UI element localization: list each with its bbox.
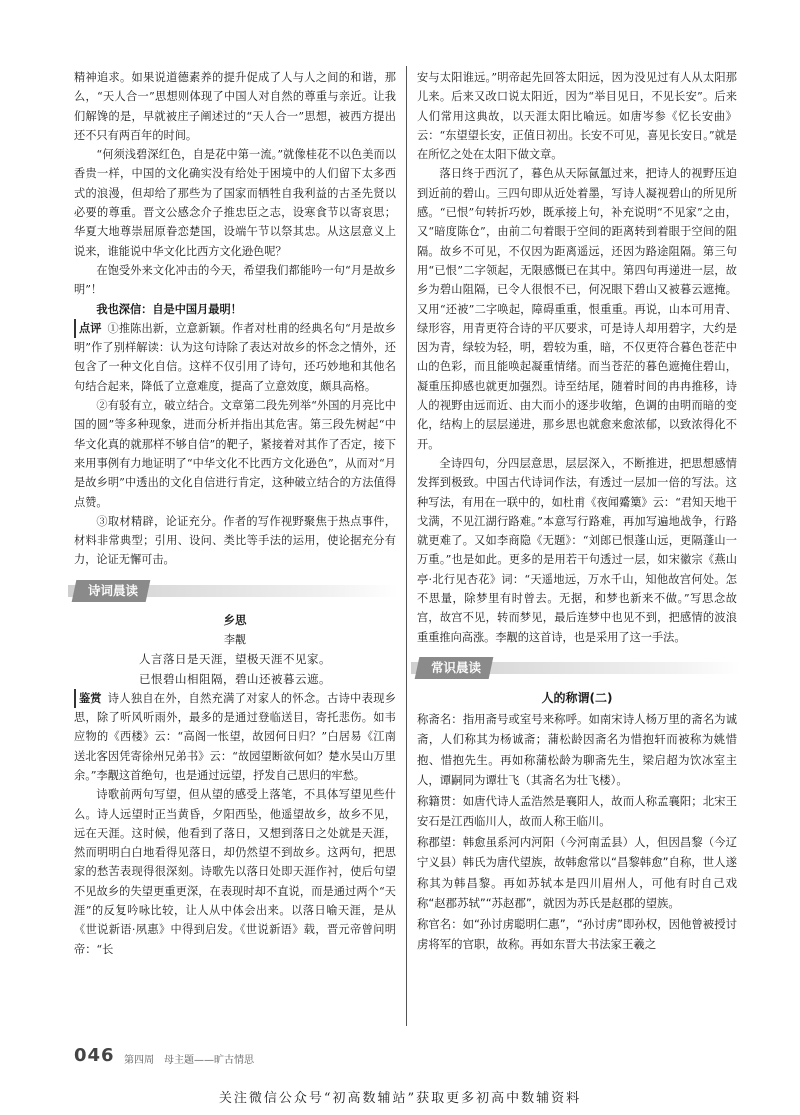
poem-line: 人言落日是天涯，望极天涯不见家。 bbox=[139, 651, 331, 666]
body-paragraph: 全诗四句，分四层意思，层层深入，不断推进，把思想感情发挥到极致。中国古代诗词作法，有透过一层加一倍的写法。这种写法，有用在一联中的，如杜甫《夜闻觱篥》云：“君知天地干戈满，不见江湖行路难。”本意写行路难，再加写遍地战争，行路就更难了。又如李商隐《无题》：“刘郎已恨蓬山远，更隔蓬山一万重。”也是如此。更多的是用若干句透过一层，如宋徽宗《燕山亭·北行见杏花》词：“天遥地远，万水千山，知他故宫何处。怎不思量，除梦里有时曾去。无据，和梦也新来不做。”写思念故宫，故宫不见，转而梦见，最后连梦中也见不到，把感情的波浪重重推向高涨。李觏的这首诗，也是采用了这一手法。 bbox=[417, 456, 737, 644]
intro-paragraph: 精神追求。如果说道德素养的提升促成了人与人之间的和谐，那么，“天人合一”思想则体现了中国人对自然的尊重与亲近。让我们解馋的是，早就被庄子阐述过的“天人合一”思想，被西方提出还不只有两百年的时间。 bbox=[74, 71, 396, 142]
right-column bbox=[417, 68, 737, 955]
article-title: 人的称谓(二) bbox=[541, 690, 613, 705]
knowledge-paragraph: 称官名：如“孙讨虏聪明仁惠”，“孙讨虏”即孙权，因他曾被授讨虏将军的官职，故称。再如东晋大书法家王羲之 bbox=[417, 916, 737, 952]
poem-author: 李觏 bbox=[224, 632, 246, 646]
appreciation-paragraph: 诗人独自在外，自然充满了对家人的怀念。古诗中表现乡思，除了听风听雨外，最多的是通过登临送目，寄托悲伤。如韦应物的《西楼》云：“高阁一怅望，故园何日归？”白居易《江南送北客因凭寄徐州兄弟书》云：“故园望断欲何如？楚水吴山万里余。”李觏这首绝句，也是通过远望，抒发自己思归的牢愁。 bbox=[74, 691, 396, 782]
knowledge-paragraph: 称籍贯：如唐代诗人孟浩然是襄阳人，故而人称孟襄阳；北宋王安石是江西临川人，故而人称王临川。 bbox=[417, 793, 737, 829]
body-paragraph: 安与太阳谁远。”明帝起先回答太阳远，因为没见过有人从太阳那儿来。后来又改口说太阳近，因为“举目见日，不见长安”。后来人们常用这典故，以天涯太阳比喻远。如唐岑参《忆长安曲》云：“东望望长安，正值日初出。长安不可见，喜见长安日。”就是在所忆之处在太阳下做文章。 bbox=[417, 71, 737, 162]
banner-label bbox=[415, 657, 494, 679]
banner-label bbox=[72, 580, 151, 602]
knowledge-paragraph: 称斋名：指用斋号或室号来称呼。如南宋诗人杨万里的斋名为诚斋，人们称其为杨诚斋；蒲松龄因斋名为惜抱轩而被称为姚惜抱、惜抱先生。再如称蒲松龄为聊斋先生，梁启超为饮冰室主人，谭嗣同为谭壮飞（其斋名为壮飞楼）。 bbox=[417, 711, 737, 788]
left-column bbox=[74, 68, 396, 959]
banner-label-text: 诗词晨读 bbox=[88, 582, 139, 598]
footer-caption: 第四周 母主题——旷古情思 bbox=[124, 1055, 254, 1066]
appreciation-block bbox=[74, 689, 396, 785]
poem-title: 乡思 bbox=[223, 612, 247, 627]
appreciation-paragraph: 诗歌前两句写望，但从望的感受上落笔，不具体写望见些什么。诗人远望时正当黄昏，夕阳西坠，他遥望故乡，故乡不见，远在天涯。这时候，他看到了落日，又想到落日之处就是天涯，然而明明白白地看得见落日，却仍然望不到故乡。这两句，把思家的愁苦表现得很深刻。诗歌先以落日处即天涯作衬，使后句望不见故乡的失望更重更深，在表现时却不直说，而是通过两个“天涯”的反复吟咏比较，让人从中体会出来。以落日喻天涯，是从《世说新语·夙惠》中得到启发。《世说新语》载，晋元帝曾问明帝：“长 bbox=[74, 788, 396, 956]
knowledge-body bbox=[417, 709, 737, 955]
comment-point: ②有驳有立，破立结合。文章第二段先列举“外国的月亮比中国的圆”等多种现象，进而分析并指出其危害。第三段先树起“中华文化真的就那样不够自信”的靶子，紧接着对其作了否定，接下来用事例有力地证明了“中华文化不比西方文化逊色”，从而对“月是故乡明”中透出的文化自信进行肯定，这种破立结合的方法值得点赞。 bbox=[74, 399, 396, 509]
column-divider bbox=[406, 66, 407, 1026]
bottom-note: 关注微信公众号“初高数辅站”获取更多初高中数辅资料 bbox=[218, 1091, 582, 1106]
comment-tag: 点评 bbox=[74, 319, 103, 338]
comment-block bbox=[74, 319, 396, 396]
section-banner-knowledge bbox=[411, 657, 737, 679]
body-paragraph: 落日终于西沉了，暮色从天际氤氲过来，把诗人的视野压迫到近前的碧山。三四句即从近处着墨，写诗人凝视碧山的所见所感。“已恨”句转折巧妙，既承接上句，补充说明“不见家”之由，又“暗度陈仓”，由前二句着眼于空间的距离转到着眼于空间的阻隔。故乡不可见，不仅因为距离遥远，还因为路途阻隔。第三句用“已恨”二字领起，无限感慨已在其中。第四句再递进一层，故乡为碧山阻隔，已令人很恨不已，何况眼下碧山又被暮云遮掩。又用“还被”二字唤起，障碍重重，恨重重。再说，山本可用青、绿形容，用青更符合诗的平仄要求，可是诗人却用碧字，大约是因为青，绿较为轻，明，碧较为重，暗，不仅更符合暮色苍茫中山的色彩，而且能唤起凝重情绪。而当苍茫的暮色遮掩住碧山，凝重压抑感也就更加强烈。诗至结尾，随着时间的冉冉推移，诗人的视野由远而近、由大而小的逐步收缩，色调的由明而暗的变化，结构上的层层递进，那乡思也就愈来愈浓郁，以致浓得化不开。 bbox=[417, 167, 737, 451]
comment-point: ①推陈出新，立意新颖。作者对杜甫的经典名句“月是故乡明”作了别样解读：认为这句诗除了表达对故乡的怀念之情外，还包含了一种文化自信。这样不仅引用了诗句，还巧妙地和其他名句结合起来，降低了立意难度，提高了立意效度，颇具高格。 bbox=[74, 321, 396, 393]
closing-line: 我也深信：自是中国月最明！ bbox=[96, 301, 242, 316]
comment-point: ③取材精辟，论证充分。作者的写作视野聚焦于热点事件，材料非常典型；引用、设问、类比等手法的运用，使论据充分有力，论证无懈可击。 bbox=[74, 514, 396, 567]
section-banner-poetry bbox=[68, 580, 396, 602]
banner-label-text: 常识晨读 bbox=[431, 659, 482, 675]
page-number: 046 bbox=[74, 1045, 115, 1066]
appreciation-tag: 鉴赏 bbox=[74, 689, 103, 708]
knowledge-paragraph: 称郡望：韩愈虽系河内河阳（今河南孟县）人，但因昌黎（今辽宁义县）韩氏为唐代望族，故韩愈常以“昌黎韩愈”自称，世人遂称其为韩昌黎。再如苏轼本是四川眉州人，可他有时自己戏称“赵郡苏轼”“苏赵郡”，就因为苏氏是赵郡的望族。 bbox=[417, 834, 737, 911]
intro-paragraph: 在饱受外来文化冲击的今天，希望我们都能吟一句“月是故乡明”！ bbox=[74, 263, 396, 297]
intro-paragraph: “何须浅碧深红色，自是花中第一流。”就像桂花不以色美而以香贵一样，中国的文化确实没有给处于困境中的人们留下太多西式的浪漫，但却给了那些为了国家而牺牲自我利益的古圣先贤以必要的尊重。晋文公感念介子推忠臣之志，设寒食节以寄哀思；华夏大地尊崇屈原眷恋楚国，设端午节以祭其忠。从这层意义上说来，谁能说中华文化比西方文化逊色呢？ bbox=[74, 148, 396, 258]
poem-line: 已恨碧山相阻隔，碧山还被暮云遮。 bbox=[139, 671, 331, 686]
